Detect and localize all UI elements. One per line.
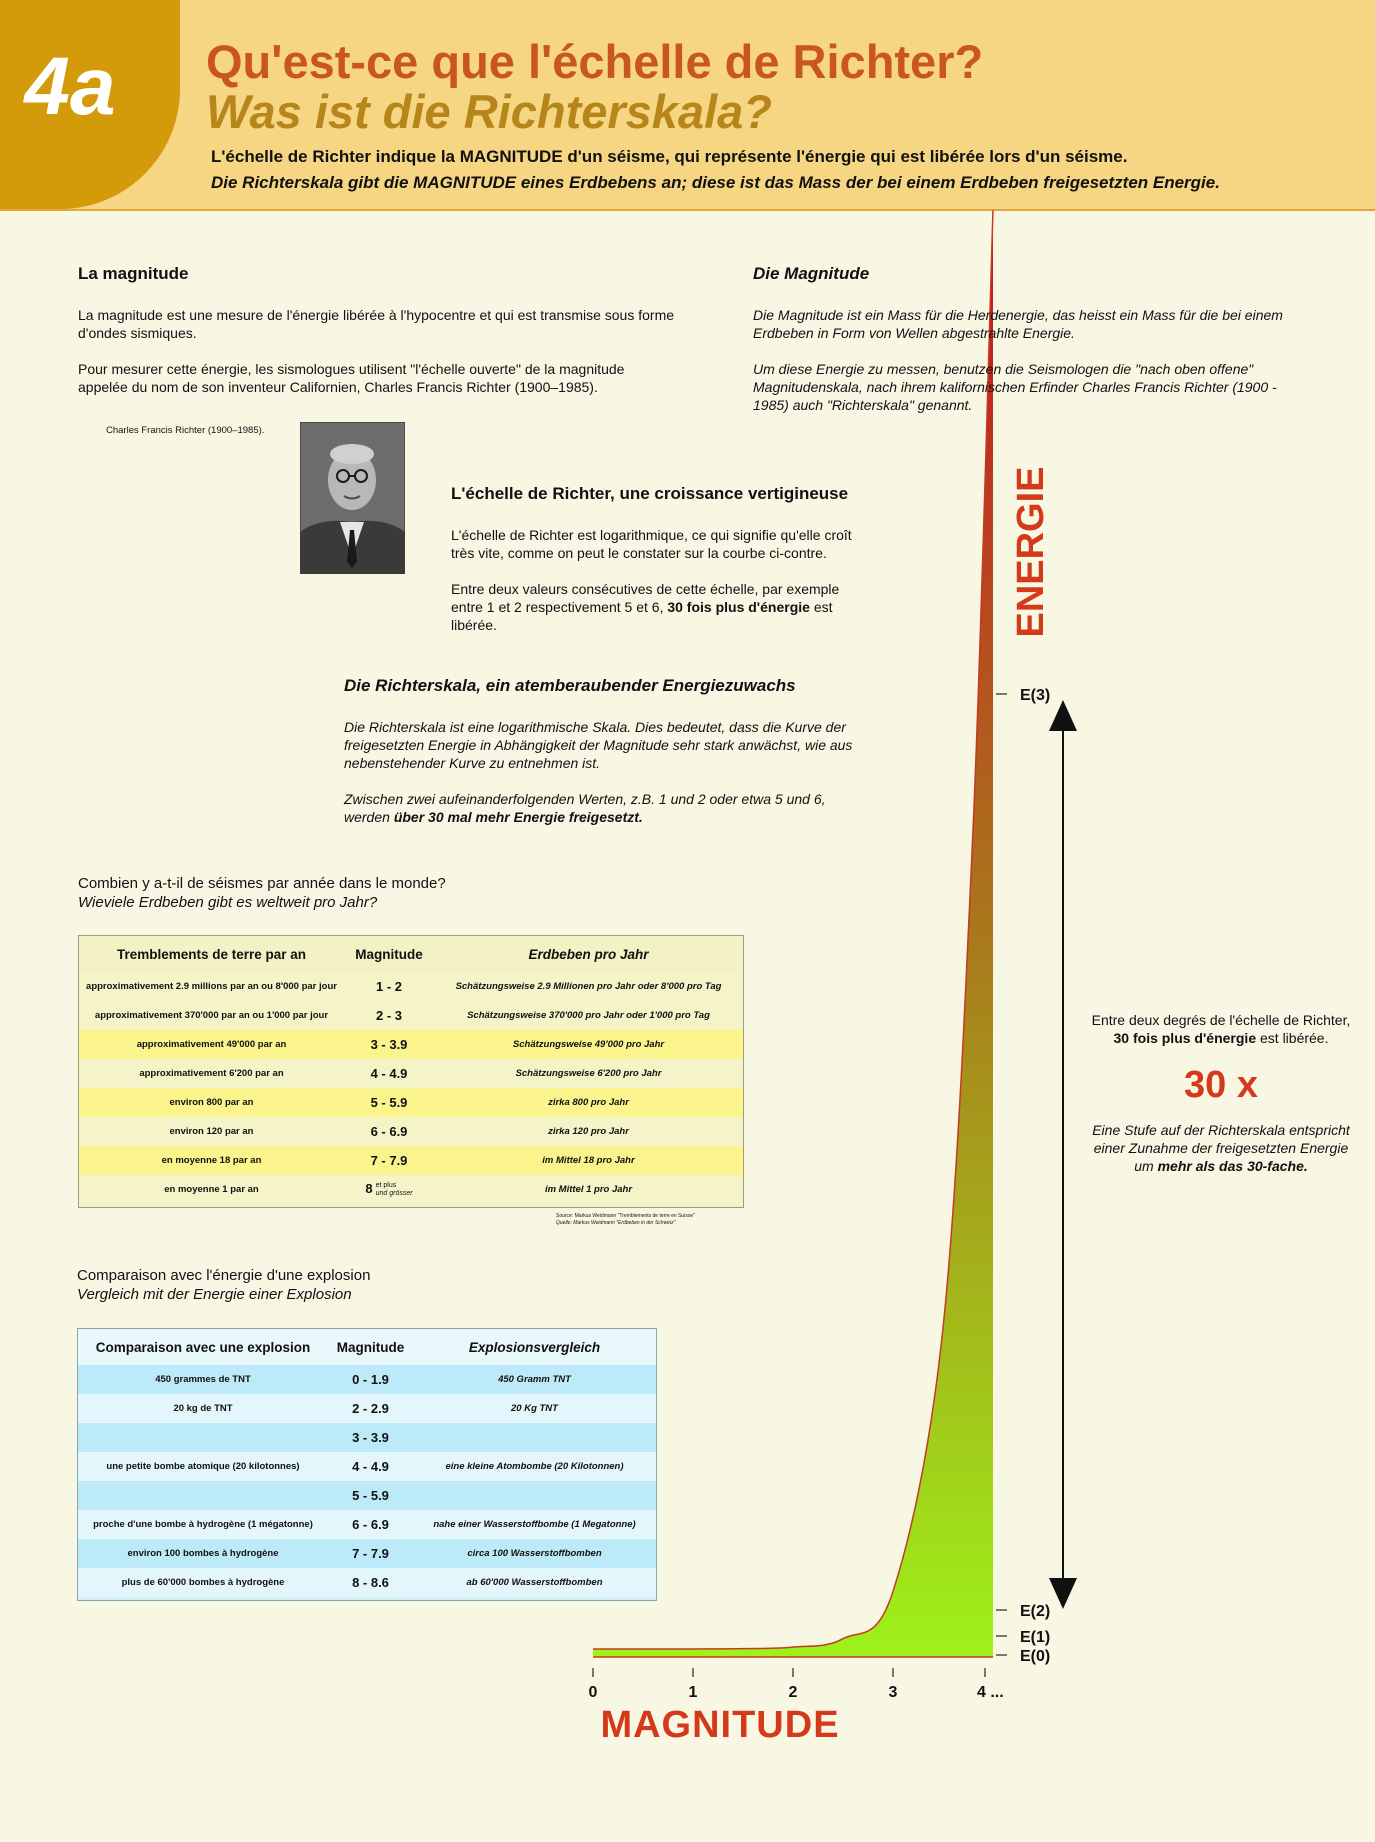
cell-de: circa 100 Wasserstoffbomben (413, 1539, 656, 1568)
x-tick-label: 0 (588, 1684, 598, 1701)
cell-magnitude (344, 1175, 434, 1204)
cell-fr: approximativement 2.9 millions par an ou 8'000 par jour (79, 972, 344, 1001)
count-question-de: Wieviele Erdbeben gibt es weltweit pro Jahr? (78, 894, 378, 911)
table-source-de: Quelle: Markus Weidmann "Erdbeben in der Schweiz" (556, 1220, 676, 1226)
croissance-fr-section (451, 484, 871, 634)
count-question (78, 874, 446, 912)
side-note-de-1: Eine Stufe auf der Richterskala entspricht (1092, 1122, 1350, 1138)
cell-magnitude: 6 - 6.9 (344, 1117, 434, 1146)
magnitude-note-de: und grösser (375, 1189, 413, 1197)
magnitude-de-section (753, 264, 1283, 414)
croissance-de-paragraph-2 (344, 790, 854, 826)
subtitle-fr: L'échelle de Richter indique la MAGNITUDE d'un séisme, qui représente l'énergie qui est libérée lors d'un séisme. (211, 147, 1128, 166)
y-tick-label: E(1) (1020, 1629, 1051, 1646)
explosion-question-fr: Comparaison avec l'énergie d'une explosion (77, 1267, 371, 1284)
side-note-de-3-start: um (1134, 1158, 1158, 1174)
cell-fr: en moyenne 1 par an (79, 1175, 344, 1204)
column-header-fr: Comparaison avec une explosion (78, 1329, 328, 1365)
cell-de: eine kleine Atombombe (20 Kilotonnen) (413, 1452, 656, 1481)
cell-magnitude: 2 - 3 (344, 1001, 434, 1030)
column-header-magnitude: Magnitude (355, 946, 423, 962)
energy-range-arrow-head-down (1049, 1578, 1077, 1609)
table-header-row (79, 936, 743, 972)
cell-de: Schätzungsweise 370'000 pro Jahr oder 1'000 pro Tag (434, 1001, 743, 1030)
cell-de: Schätzungsweise 49'000 pro Jahr (434, 1030, 743, 1059)
croissance-fr-p2-bold: 30 fois plus d'énergie (667, 599, 810, 615)
cell-fr: environ 800 par an (79, 1088, 344, 1117)
cell-fr: 20 kg de TNT (78, 1394, 328, 1423)
cell-magnitude: 1 - 2 (344, 972, 434, 1001)
croissance-fr-heading: L'échelle de Richter, une croissance vertigineuse (451, 484, 849, 503)
cell-fr: plus de 60'000 bombes à hydrogène (78, 1568, 328, 1597)
x-tick-label: 1 (688, 1684, 698, 1701)
page-title-fr: Qu'est-ce que l'échelle de Richter? (206, 35, 984, 88)
cell-fr: en moyenne 18 par an (79, 1146, 344, 1175)
cell-de (413, 1423, 656, 1452)
column-header-magnitude: Magnitude (328, 1329, 413, 1365)
croissance-de-heading: Die Richterskala, ein atemberaubender Energiezuwachs (344, 676, 796, 695)
cell-fr: approximativement 49'000 par an (79, 1030, 344, 1059)
cell-magnitude: 7 - 7.9 (344, 1146, 434, 1175)
cell-de: zirka 800 pro Jahr (434, 1088, 743, 1117)
table-row (79, 1117, 743, 1146)
croissance-fr-paragraph-2 (451, 580, 871, 634)
subtitle-de: Die Richterskala gibt die MAGNITUDE eines Erdbebens an; diese ist das Mass der bei einem Erdbeben freigesetzten Energie. (211, 173, 1220, 192)
cell-magnitude: 7 - 7.9 (328, 1539, 413, 1568)
cell-de: im Mittel 1 pro Jahr (434, 1175, 743, 1204)
magnitude-fr-section (78, 264, 678, 396)
y-tick-label: E(3) (1020, 687, 1051, 704)
x-tick-label: 2 (788, 1684, 798, 1701)
x-tick-label: 4 ... (977, 1684, 1004, 1701)
table-row (79, 972, 743, 1001)
magnitude-de-paragraph-2: Um diese Energie zu messen, benutzen die Seismologen die "nach oben offene" Magnitudenskala, nach ihrem kalifornischen Erfinder Charles Francis Richter (1900 - 1985) auch "Richterskala" genannt. (753, 361, 1277, 413)
side-note-de-3 (1076, 1157, 1366, 1175)
side-note-fr-end: est libérée. (1256, 1030, 1329, 1046)
side-note-de-3-bold: mehr als das 30-fache. (1157, 1158, 1308, 1174)
y-tick-label: E(2) (1020, 1603, 1051, 1620)
y-axis-label: ENERGIE (1010, 466, 1052, 638)
cell-de (413, 1481, 656, 1510)
magnitude-fr-paragraph-2: Pour mesurer cette énergie, les sismologues utilisent "l'échelle ouverte" de la magnitude appelée du nom de son inventeur Californien, Charles Francis Richter (1900–1985). (78, 361, 625, 395)
magnitude-de-heading: Die Magnitude (753, 264, 870, 283)
cell-magnitude: 3 - 3.9 (328, 1423, 413, 1452)
side-note (1076, 1011, 1366, 1175)
cell-fr (78, 1423, 328, 1452)
magnitude-fr-heading: La magnitude (78, 264, 189, 283)
cell-magnitude: 2 - 2.9 (328, 1394, 413, 1423)
croissance-de-p2-start: Zwischen zwei aufeinanderfolgenden Werten, z.B. 1 und 2 oder etwa 5 und 6, werden (344, 791, 826, 825)
cell-fr: approximativement 370'000 par an ou 1'000 par jour (79, 1001, 344, 1030)
cell-magnitude: 5 - 5.9 (328, 1481, 413, 1510)
table-source-fr: Source: Markus Weidmann "Tremblements de terre en Suisse" (556, 1213, 695, 1219)
energy-range-arrow-head-up (1049, 700, 1077, 731)
table-row (79, 1088, 743, 1117)
table-row (78, 1394, 656, 1423)
photo-caption: Charles Francis Richter (1900–1985). (106, 425, 265, 436)
table-row (79, 1059, 743, 1088)
croissance-fr-paragraph-1: L'échelle de Richter est logarithmique, ce qui signifie qu'elle croît très vite, comme on peut le constater sur la courbe ci-contre. (451, 527, 852, 561)
cell-de: 20 Kg TNT (413, 1394, 656, 1423)
earthquakes-per-year-table (78, 935, 744, 1208)
table-row (78, 1452, 656, 1481)
croissance-fr-p2-start: Entre deux valeurs consécutives de cette échelle, par exemple entre 1 et 2 respectivement 5 et 6, (451, 581, 840, 615)
table-row (78, 1423, 656, 1452)
magnitude-note (376, 1182, 413, 1198)
magnitude-note-fr: et plus (375, 1181, 397, 1189)
explosion-comparison-table (77, 1328, 657, 1601)
croissance-de-p2-bold: über 30 mal mehr Energie freigesetzt. (393, 809, 643, 825)
table-row (78, 1539, 656, 1568)
side-note-fr-1: Entre deux degrés de l'échelle de Richter, (1091, 1012, 1351, 1028)
cell-magnitude: 0 - 1.9 (328, 1365, 413, 1394)
x-tick-label: 3 (888, 1684, 898, 1701)
croissance-de-section (344, 676, 854, 826)
magnitude-de-paragraph-1: Die Magnitude ist ein Mass für die Herdenergie, das heisst ein Mass für die bei einem Erdbeben in Form von Wellen abgestrahlte Energie. (753, 307, 1283, 341)
cell-de: ab 60'000 Wasserstoffbomben (413, 1568, 656, 1597)
table-row (78, 1510, 656, 1539)
table-row (78, 1568, 656, 1597)
table-row (79, 1146, 743, 1175)
cell-fr: environ 120 par an (79, 1117, 344, 1146)
cell-de: Schätzungsweise 6'200 pro Jahr (434, 1059, 743, 1088)
column-header-de: Erdbeben pro Jahr (528, 946, 649, 962)
croissance-de-paragraph-1: Die Richterskala ist eine logarithmische Skala. Dies bedeutet, dass die Kurve der freigesetzten Energie in Abhängigkeit der Magnitude sehr stark anwächst, wie aus nebenstehender Kurve zu entnehmen ist. (344, 719, 853, 771)
cell-de: zirka 120 pro Jahr (434, 1117, 743, 1146)
cell-magnitude-value: 8 (365, 1181, 373, 1197)
table-row (79, 1001, 743, 1030)
energy-factor: 30 x (1184, 1064, 1258, 1106)
count-question-fr: Combien y a-t-il de séismes par année dans le monde? (78, 875, 446, 892)
cell-fr: environ 100 bombes à hydrogène (78, 1539, 328, 1568)
cell-fr (78, 1481, 328, 1510)
table-row (78, 1481, 656, 1510)
table-row (79, 1030, 743, 1059)
croissance-fr-p2-end: est libérée. (451, 599, 833, 633)
page-title-de: Was ist die Richterskala? (206, 85, 772, 138)
explosion-question-de: Vergleich mit der Energie einer Explosion (77, 1286, 352, 1303)
cell-de: nahe einer Wasserstoffbombe (1 Megatonne) (413, 1510, 656, 1539)
side-note-fr-2 (1076, 1029, 1366, 1047)
cell-de: Schätzungsweise 2.9 Millionen pro Jahr oder 8'000 pro Tag (434, 972, 743, 1001)
cell-magnitude: 4 - 4.9 (344, 1059, 434, 1088)
x-axis-label: MAGNITUDE (600, 1704, 840, 1746)
cell-magnitude: 8 - 8.6 (328, 1568, 413, 1597)
cell-magnitude: 4 - 4.9 (328, 1452, 413, 1481)
table-row (79, 1175, 743, 1204)
cell-de: im Mittel 18 pro Jahr (434, 1146, 743, 1175)
y-tick-label: E(0) (1020, 1648, 1051, 1665)
explosion-question (77, 1266, 370, 1304)
cell-fr: 450 grammes de TNT (78, 1365, 328, 1394)
section-badge-label: 4a (24, 41, 116, 132)
table-header-row (78, 1329, 656, 1365)
side-note-de-2: einer Zunahme der freigesetzten Energie (1093, 1140, 1349, 1156)
cell-fr: proche d'une bombe à hydrogène (1 mégatonne) (78, 1510, 328, 1539)
cell-magnitude: 5 - 5.9 (344, 1088, 434, 1117)
cell-fr: approximativement 6'200 par an (79, 1059, 344, 1088)
table-row (78, 1365, 656, 1394)
richter-portrait (300, 422, 405, 574)
table-source (556, 1213, 695, 1227)
cell-magnitude: 3 - 3.9 (344, 1030, 434, 1059)
column-header-fr: Tremblements de terre par an (116, 946, 307, 962)
side-note-fr-bold: 30 fois plus d'énergie (1113, 1030, 1257, 1046)
magnitude-fr-paragraph-1: La magnitude est une mesure de l'énergie libérée à l'hypocentre et qui est transmise sous forme d'ondes sismiques. (78, 307, 675, 341)
cell-magnitude: 6 - 6.9 (328, 1510, 413, 1539)
cell-de: 450 Gramm TNT (413, 1365, 656, 1394)
column-header-de: Explosionsvergleich (413, 1329, 656, 1365)
cell-fr: une petite bombe atomique (20 kilotonnes) (78, 1452, 328, 1481)
